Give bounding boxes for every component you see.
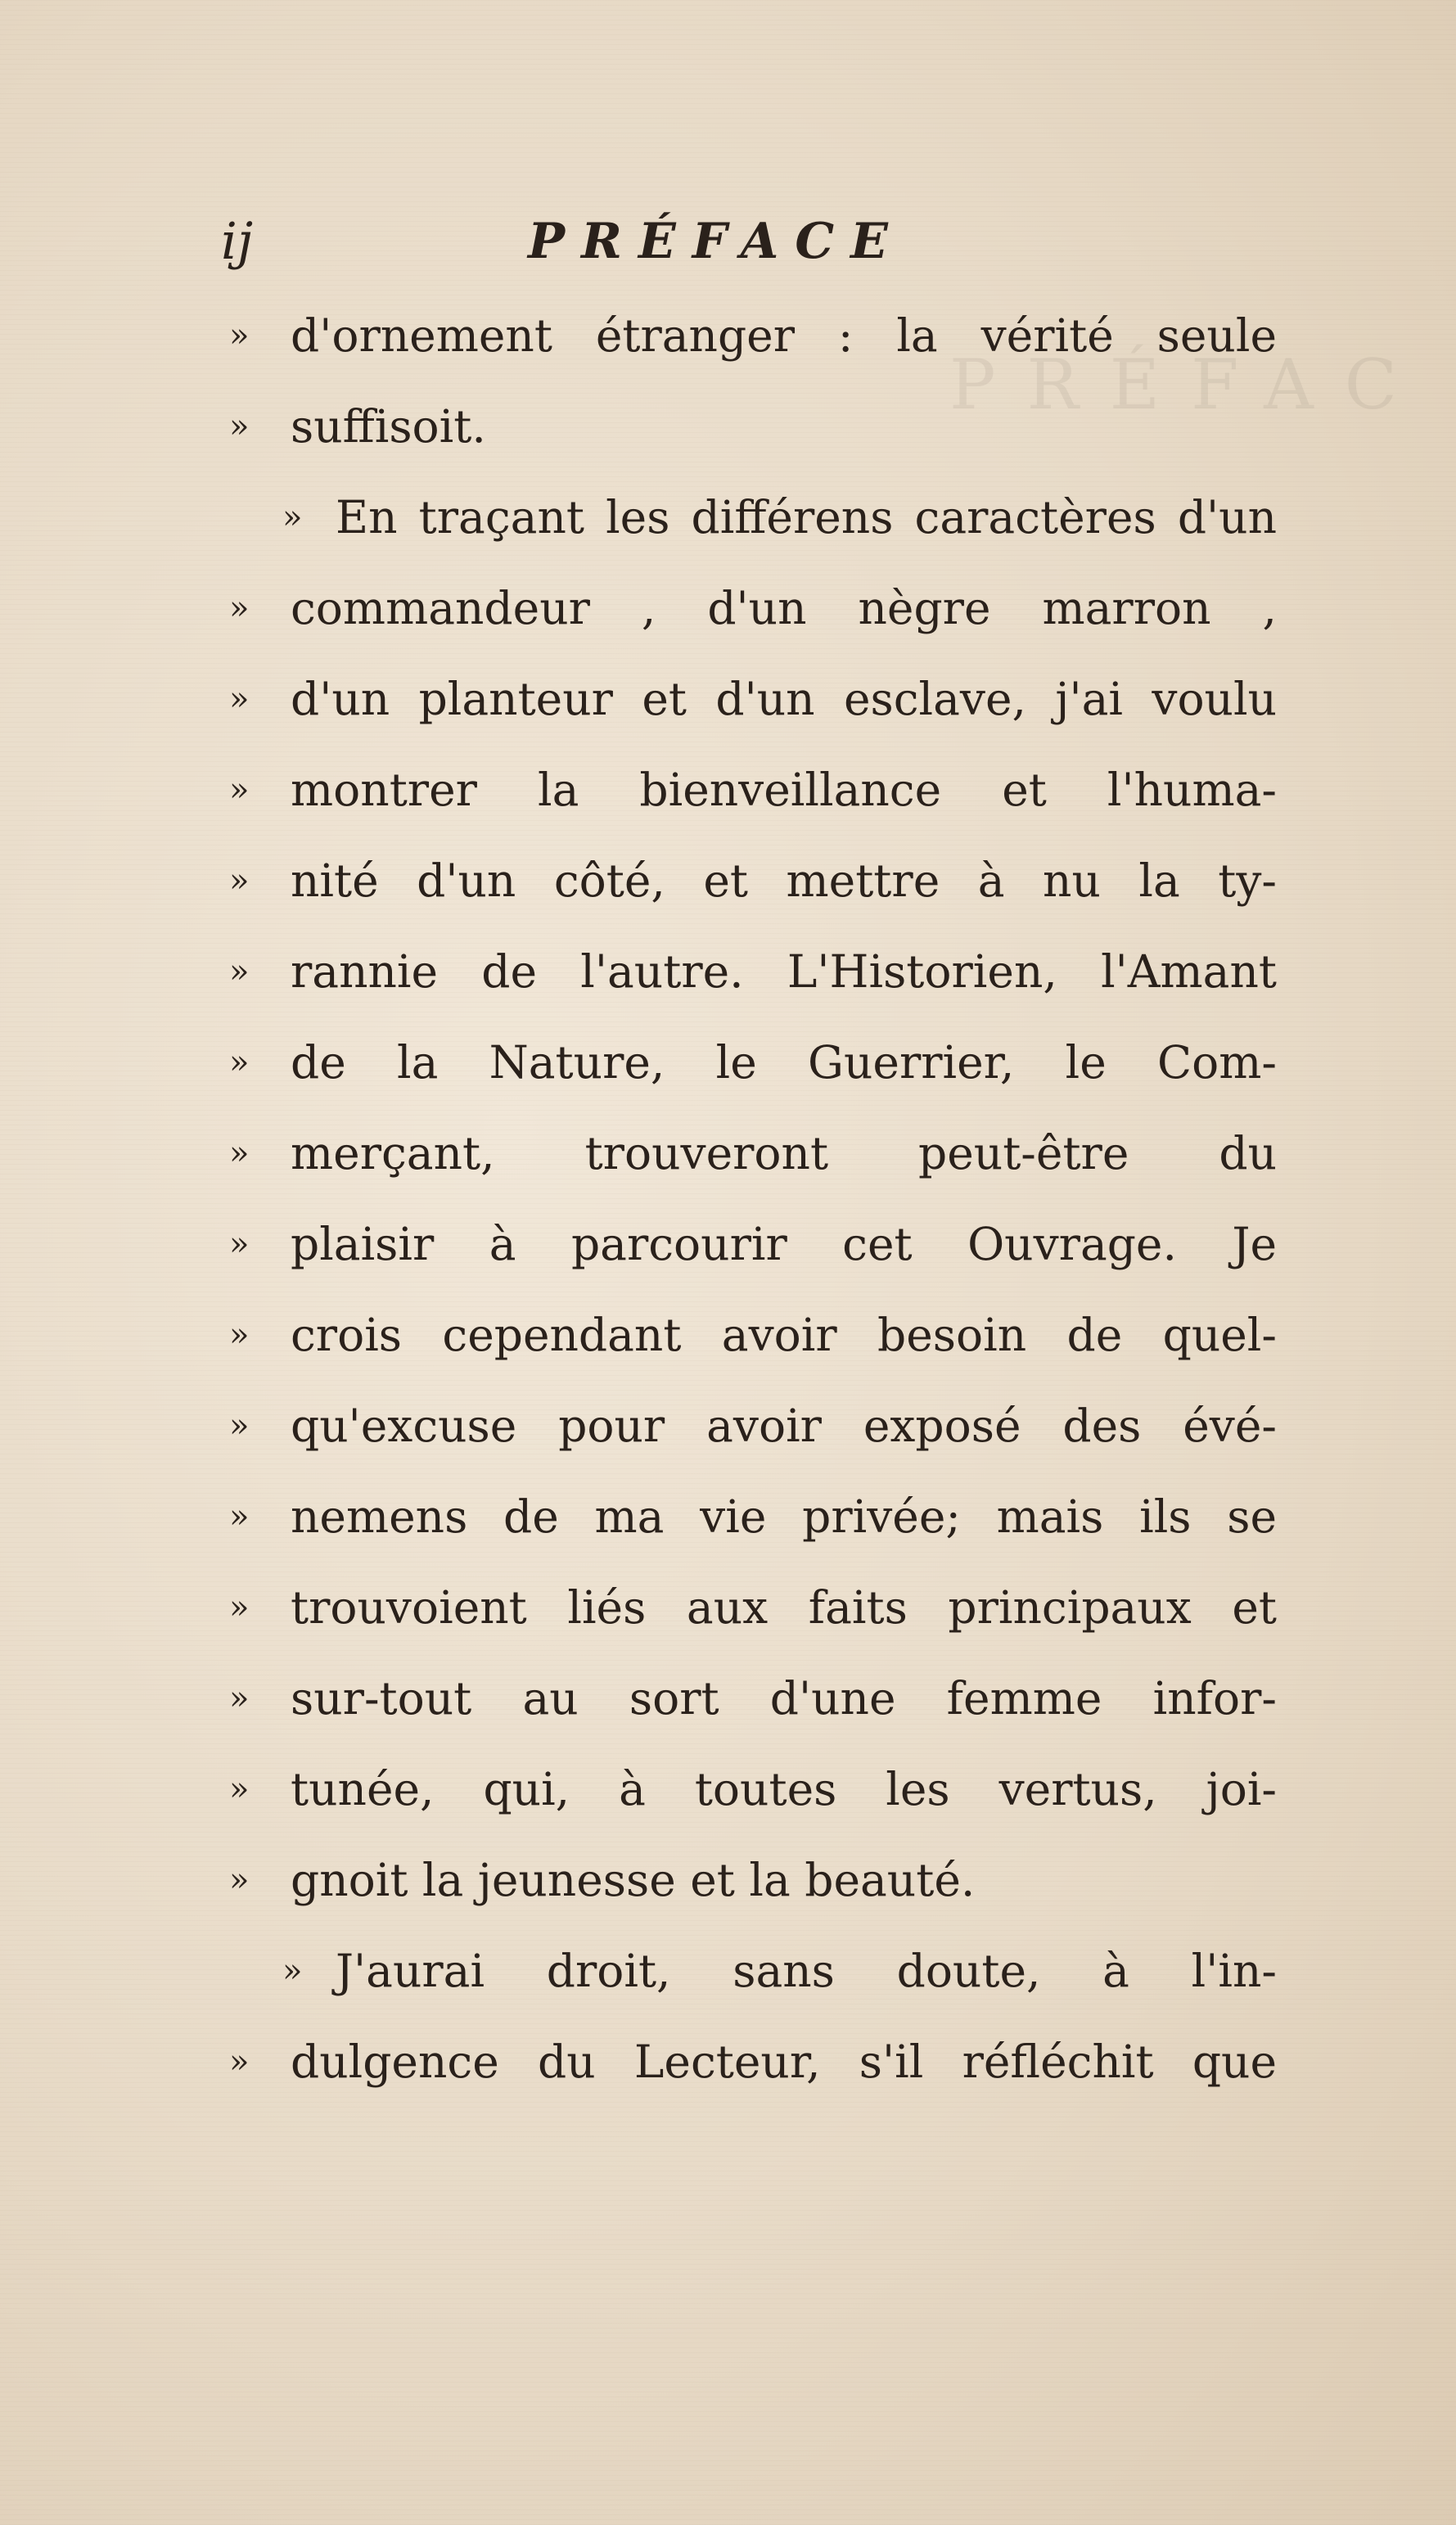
text-line (229, 1381, 1277, 1472)
quote-mark: » (229, 680, 250, 718)
line-text: gnoit la jeunesse et la beauté. (291, 1854, 976, 1906)
line-text: nemens de ma vie privée; mais ils se (291, 1490, 1277, 1543)
page-header (221, 209, 1039, 274)
text-line (229, 1017, 1277, 1108)
line-text: de la Nature, le Guerrier, le Com- (291, 1036, 1277, 1089)
quote-mark: » (229, 862, 250, 900)
text-line (229, 1926, 1277, 2017)
text-line (229, 1744, 1277, 1835)
line-text: qu'excuse pour avoir exposé des évé- (291, 1400, 1277, 1452)
text-line (229, 472, 1277, 563)
quote-mark: » (229, 953, 250, 990)
text-line (229, 1290, 1277, 1381)
text-line (229, 2017, 1277, 2108)
text-line (229, 927, 1277, 1017)
quote-mark: » (229, 1134, 250, 1172)
line-text: d'un planteur et d'un esclave, j'ai voulu (291, 673, 1277, 725)
text-line (229, 1472, 1277, 1562)
text-line (229, 1653, 1277, 1744)
text-line (229, 563, 1277, 654)
line-text: merçant, trouveront peut-être du (291, 1127, 1277, 1179)
text-line (229, 1562, 1277, 1653)
text-line (229, 654, 1277, 745)
line-text: suffisoit. (291, 400, 486, 453)
quote-mark: » (229, 1498, 250, 1535)
line-text: En traçant les différens caractères d'un (336, 491, 1277, 543)
show-through-text: PRÉFAC (949, 345, 1428, 425)
quote-mark: » (229, 408, 250, 445)
text-line (229, 836, 1277, 927)
text-line (229, 1108, 1277, 1199)
quote-mark: » (229, 1589, 250, 1626)
text-line (229, 1835, 1277, 1926)
line-text: montrer la bienveillance et l'huma- (291, 764, 1277, 816)
quote-mark: » (282, 498, 303, 536)
text-line (229, 381, 1277, 472)
page-number: ij (221, 211, 254, 271)
body-text (229, 291, 1277, 2108)
quote-mark: » (229, 1316, 250, 1354)
line-text: commandeur , d'un nègre marron , (291, 582, 1277, 634)
line-text: plaisir à parcourir cet Ouvrage. Je (291, 1218, 1277, 1270)
running-title: PRÉFACE (528, 213, 904, 270)
text-line (229, 291, 1277, 381)
line-text: nité d'un côté, et mettre à nu la ty- (291, 854, 1277, 907)
quote-mark: » (229, 771, 250, 809)
line-text: d'ornement étranger : la vérité seule (291, 309, 1277, 362)
line-text: sur-tout au sort d'une femme infor- (291, 1672, 1277, 1725)
line-text: trouvoient liés aux faits principaux et (291, 1581, 1277, 1634)
line-text: dulgence du Lecteur, s'il réfléchit que (291, 2036, 1277, 2088)
quote-mark: » (229, 1770, 250, 1808)
line-text: rannie de l'autre. L'Historien, l'Amant (291, 945, 1277, 998)
line-text: J'aurai droit, sans doute, à l'in- (336, 1945, 1277, 1997)
quote-mark: » (229, 1407, 250, 1445)
quote-mark: » (282, 1952, 303, 1990)
text-line (229, 745, 1277, 836)
quote-mark: » (229, 317, 250, 354)
line-text: crois cependant avoir besoin de quel- (291, 1309, 1277, 1361)
quote-mark: » (229, 1044, 250, 1081)
quote-mark: » (229, 1861, 250, 1899)
text-line (229, 1199, 1277, 1290)
quote-mark: » (229, 2043, 250, 2081)
line-text: tunée, qui, à toutes les vertus, joi- (291, 1763, 1277, 1815)
quote-mark: » (229, 1680, 250, 1717)
quote-mark: » (229, 1225, 250, 1263)
quote-mark: » (229, 589, 250, 627)
